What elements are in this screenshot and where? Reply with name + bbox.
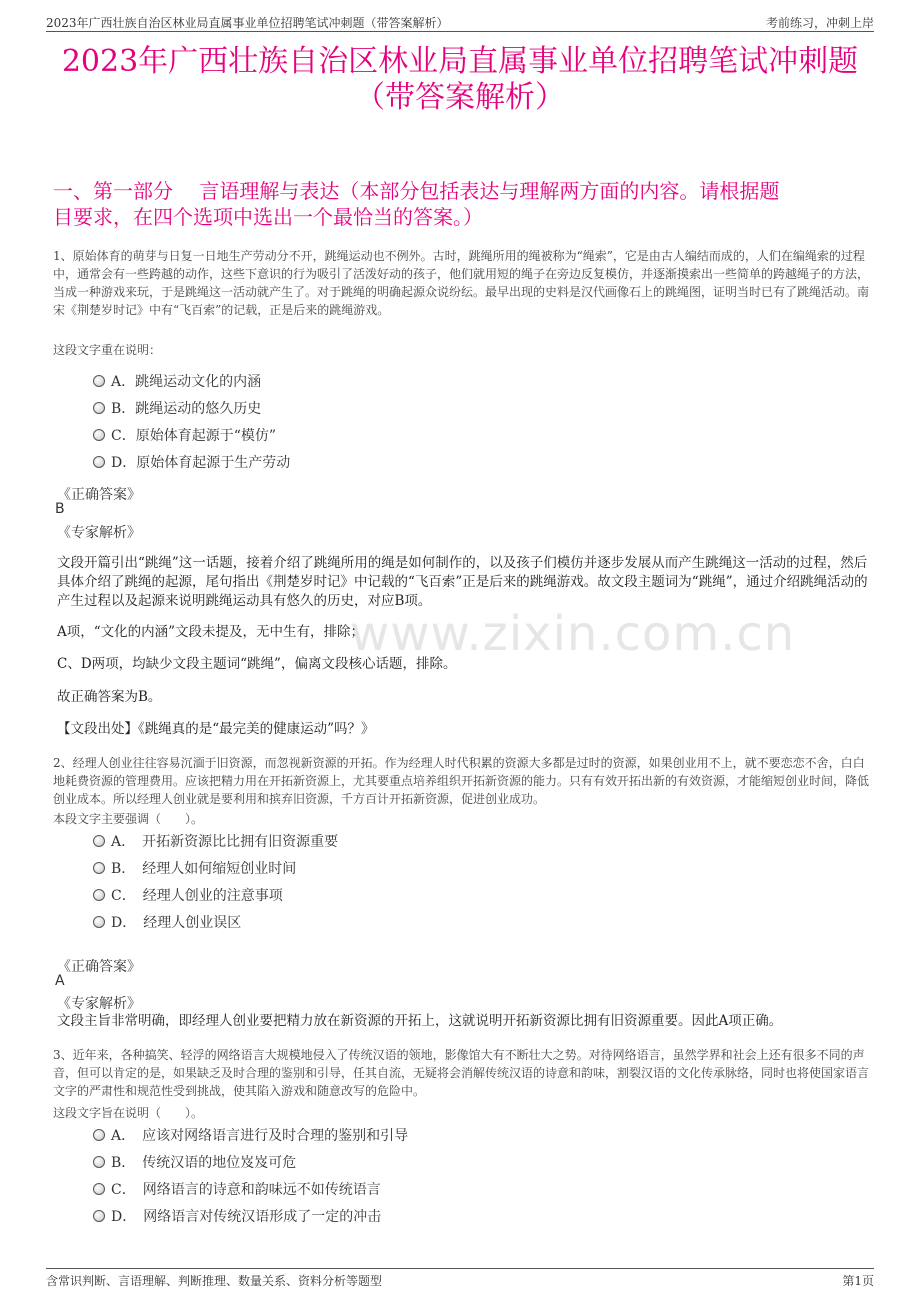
title-line-2: （带答案解析） <box>355 80 565 115</box>
section-heading <box>53 178 870 230</box>
page-footer <box>46 1268 874 1289</box>
question-3-prompt: 这段文字旨在说明（ ）。 <box>53 1106 204 1120</box>
page-number: 第1页 <box>842 1274 874 1288</box>
footer-topics: 含常识判断、言语理解、判断推理、数量关系、资料分析等题型 <box>46 1274 383 1288</box>
question-1-prompt: 这段文字重在说明： <box>53 343 162 357</box>
radio-icon[interactable] <box>93 402 105 414</box>
radio-icon[interactable] <box>93 916 105 928</box>
question-2-analysis-paragraph-1: 文段主旨非常明确，即经理人创业要把精力放在新资源的开拓上，这就说明开拓新资源比拥有旧资源重要。因此A项正确。 <box>57 1013 783 1029</box>
question-1-answer: B <box>55 501 65 517</box>
question-1-option-d[interactable]: D．原始体育起源于生产劳动 <box>93 453 290 473</box>
question-1-text: 1、原始体育的萌芽与日复一日地生产劳动分不开，跳绳运动也不例外。古时，跳绳所用的绳被称为“绳索”，它是由古人编结而成的，人们在编绳索的过程中，通常会有一些跨越的动作，这些下意识的行为吸引了活泼好动的孩子，他们就用短的绳子在旁边反复模仿，并逐渐摸索出一些简单的跨越绳子的方法，当成一种游戏来玩，于是跳绳这一活动就产生了。对于跳绳的明确起源众说纷纭。最早出现的史料是汉代画像石上的跳绳图，证明当时已有了跳绳活动。南宋《荆楚岁时记》中有“飞百索”的记载，正是后来的跳绳游戏。 <box>53 249 870 317</box>
radio-icon[interactable] <box>93 1210 105 1222</box>
page-title <box>40 44 880 116</box>
question-3-option-b[interactable]: B． 传统汉语的地位岌岌可危 <box>93 1153 296 1173</box>
section-heading-line-1: 一、第一部分 言语理解与表达（本部分包括表达与理解两方面的内容。请根据题 <box>53 179 780 203</box>
page-header <box>46 12 874 32</box>
question-3-option-c[interactable]: C． 网络语言的诗意和韵味远不如传统语言 <box>93 1180 381 1200</box>
radio-icon[interactable] <box>93 862 105 874</box>
question-2-text: 2、经理人创业往往容易沉湎于旧资源，而忽视新资源的开拓。作为经理人时代积累的资源大多都是过时的资源，如果创业用不上，就不要恋恋不舍，白白地耗费资源的管理费用。应该把精力用在开拓新资源上，尤其要重点培养组织开拓新资源的能力。只有有效开拓出新的有效资源，才能缩短创业时间，降低创业成本。所以经理人创业就是要利用和摈弃旧资源，千方百计开拓新资源，促进创业成功。 <box>53 756 870 806</box>
question-2-option-c[interactable]: C． 经理人创业的注意事项 <box>93 886 283 906</box>
question-2-prompt: 本段文字主要强调（ ）。 <box>53 812 204 826</box>
radio-icon[interactable] <box>93 429 105 441</box>
question-1-analysis-paragraph-3: C、D两项，均缺少文段主题词“跳绳”，偏离文段核心话题，排除。 <box>57 656 457 672</box>
question-3-text: 3、近年来，各种搞笑、轻浮的网络语言大规模地侵入了传统汉语的领地，影像馆大有不断壮大之势。对待网络语言，虽然学界和社会上还有很多不同的声音，但可以肯定的是，如果缺乏及时合理的鉴别和引导，任其自流，无疑将会消解传统汉语的诗意和韵味，割裂汉语的文化传承脉络，同时也将使国家语言文字的严肃性和规范性受到挑战，使其陷入游戏和随意改写的危险中。 <box>53 1048 870 1098</box>
radio-icon[interactable] <box>93 375 105 387</box>
header-document-title: 2023年广西壮族自治区林业局直属事业单位招聘笔试冲刺题（带答案解析） <box>46 16 449 30</box>
question-3-option-a[interactable]: A． 应该对网络语言进行及时合理的鉴别和引导 <box>93 1126 408 1146</box>
question-3-option-d[interactable]: D． 网络语言对传统汉语形成了一定的冲击 <box>93 1207 381 1227</box>
question-2-option-a[interactable]: A． 开拓新资源比比拥有旧资源重要 <box>93 832 338 852</box>
question-1-option-c[interactable]: C．原始体育起源于“模仿” <box>93 426 276 446</box>
radio-icon[interactable] <box>93 1129 105 1141</box>
question-1-analysis-label: 《专家解析》 <box>57 525 141 541</box>
radio-icon[interactable] <box>93 456 105 468</box>
question-1-option-b[interactable]: B．跳绳运动的悠久历史 <box>93 399 261 419</box>
question-2-answer: A <box>55 973 65 989</box>
section-heading-line-2: 目要求，在四个选项中选出一个最恰当的答案。） <box>53 205 483 229</box>
question-2-answer-label: 《正确答案》 <box>57 959 141 975</box>
radio-icon[interactable] <box>93 1183 105 1195</box>
question-1-analysis-paragraph-2: A项，“文化的内涵”文段未提及，无中生有，排除； <box>57 624 365 640</box>
radio-icon[interactable] <box>93 889 105 901</box>
radio-icon[interactable] <box>93 835 105 847</box>
watermark: www.zixin.com.cn <box>350 606 796 662</box>
question-1-source: 【文段出处】《跳绳真的是“最完美的健康运动”吗？》 <box>57 721 375 737</box>
question-2-option-d[interactable]: D． 经理人创业误区 <box>93 913 241 933</box>
title-line-1: 2023年广西壮族自治区林业局直属事业单位招聘笔试冲刺题 <box>61 44 859 79</box>
question-2-analysis-label: 《专家解析》 <box>57 996 141 1012</box>
header-slogan: 考前练习，冲刺上岸 <box>765 16 874 30</box>
question-1-answer-label: 《正确答案》 <box>57 487 141 503</box>
question-1-analysis-paragraph-4: 故正确答案为B。 <box>57 689 162 705</box>
question-1-analysis-paragraph-1: 文段开篇引出“跳绳”这一话题，接着介绍了跳绳所用的绳是如何制作的，以及孩子们模仿并逐步发展从而产生跳绳这一活动的过程，然后具体介绍了跳绳的起源，尾句指出《荆楚岁时记》中记载的“飞百索”正是后来的跳绳游戏。故文段主题词为“跳绳”，通过介绍跳绳活动的产生过程以及起源来说明跳绳运动具有悠久的历史，对应B项。 <box>57 555 868 609</box>
question-2-option-b[interactable]: B． 经理人如何缩短创业时间 <box>93 859 296 879</box>
question-1-option-a[interactable]: A．跳绳运动文化的内涵 <box>93 372 261 392</box>
radio-icon[interactable] <box>93 1156 105 1168</box>
